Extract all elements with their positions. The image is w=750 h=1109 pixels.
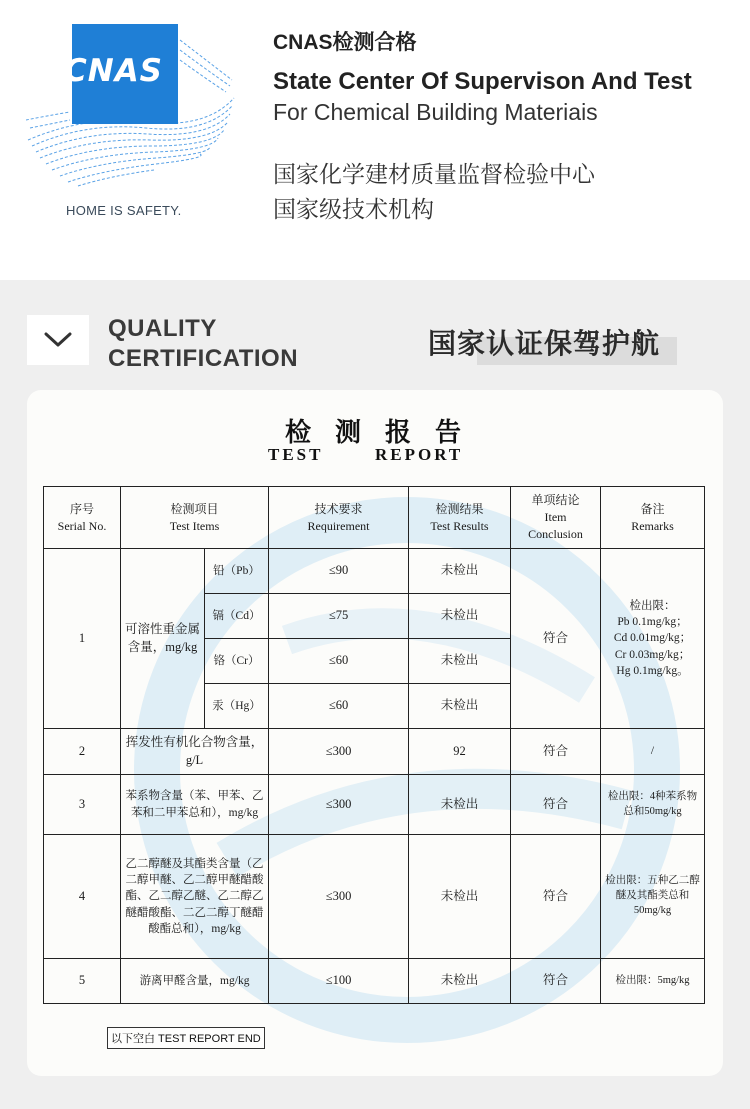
header-serial: 序号 Serial No.	[44, 487, 121, 549]
table-row	[44, 775, 705, 835]
header-remarks: 备注 Remarks	[601, 487, 705, 549]
row1-sub-hg: 汞（Hg）	[205, 684, 269, 729]
row4-serial: 4	[44, 835, 121, 959]
test-report-card	[27, 390, 723, 1076]
row4-item: 乙二醇醚及其酯类含量（乙二醇甲醚、乙二醇甲醚醋酸酯、乙二醇乙醚、乙二醇乙醚醋酸酯、二乙二醇丁醚醋酸酯总和），mg/kg	[121, 835, 269, 959]
chevron-down-icon	[44, 332, 72, 348]
cnas-title: CNAS检测合格	[273, 31, 417, 54]
table-row	[44, 729, 705, 775]
row1-serial: 1	[44, 549, 121, 729]
row2-remarks: /	[601, 729, 705, 775]
row1-sub-cd: 镉（Cd）	[205, 594, 269, 639]
row1-conclusion: 符合	[511, 549, 601, 729]
row2-item: 挥发性有机化合物含量，g/L	[121, 729, 269, 775]
center-name-cn: 国家化学建材质量监督检验中心	[273, 161, 595, 187]
row5-serial: 5	[44, 959, 121, 1004]
row1-sub-cr: 铬（Cr）	[205, 639, 269, 684]
row1-req-hg: ≤60	[269, 684, 409, 729]
row1-res-hg: 未检出	[409, 684, 511, 729]
collapse-toggle[interactable]	[27, 315, 89, 365]
table-row	[44, 549, 705, 594]
row2-serial: 2	[44, 729, 121, 775]
row3-item: 苯系物含量（苯、甲苯、乙苯和二甲苯总和），mg/kg	[121, 775, 269, 835]
center-level-cn: 国家级技术机构	[273, 196, 434, 222]
section-title-line1: QUALITY	[108, 315, 217, 342]
center-name-en-line1: State Center Of Supervison And Test	[273, 68, 692, 95]
row4-conclusion: 符合	[511, 835, 601, 959]
row5-item: 游离甲醛含量，mg/kg	[121, 959, 269, 1004]
logo-text: CNAS	[64, 53, 164, 89]
cnas-logo	[26, 20, 236, 195]
row4-remarks: 检出限：五种乙二醇醚及其酯类总和50mg/kg	[601, 835, 705, 959]
header-items: 检测项目 Test Items	[121, 487, 269, 549]
table-row	[44, 835, 705, 959]
tagline: HOME IS SAFETY.	[66, 203, 182, 218]
center-name-en-line2: For Chemical Building Materiais	[273, 99, 598, 125]
row1-sub-pb: 铅（Pb）	[205, 549, 269, 594]
section-title-line2: CERTIFICATION	[108, 345, 299, 372]
row3-remarks: 检出限：4种苯系物总和50mg/kg	[601, 775, 705, 835]
row5-conclusion: 符合	[511, 959, 601, 1004]
row1-res-cd: 未检出	[409, 594, 511, 639]
row5-remarks: 检出限：5mg/kg	[601, 959, 705, 1004]
row1-item: 可溶性重金属含量，mg/kg	[121, 549, 205, 729]
report-subtitle-right: REPORT	[375, 445, 464, 464]
row3-req: ≤300	[269, 775, 409, 835]
row1-res-cr: 未检出	[409, 639, 511, 684]
row1-remarks: 检出限： Pb 0.1mg/kg； Cd 0.01mg/kg； Cr 0.03mg/kg； Hg 0.1mg/kg。	[601, 549, 705, 729]
row1-req-cd: ≤75	[269, 594, 409, 639]
report-end-note: 以下空白 TEST REPORT END	[107, 1027, 265, 1049]
row5-res: 未检出	[409, 959, 511, 1004]
row2-res: 92	[409, 729, 511, 775]
header-requirement: 技术要求 Requirement	[269, 487, 409, 549]
header	[0, 0, 750, 280]
test-report-table	[43, 486, 705, 1004]
slogan: 国家认证保驾护航	[428, 328, 661, 359]
row3-conclusion: 符合	[511, 775, 601, 835]
header-results: 检测结果 Test Results	[409, 487, 511, 549]
row4-res: 未检出	[409, 835, 511, 959]
report-title: 检测报告	[284, 418, 485, 448]
table-row	[44, 959, 705, 1004]
row5-req: ≤100	[269, 959, 409, 1004]
table-header-row	[44, 487, 705, 549]
row1-req-pb: ≤90	[269, 549, 409, 594]
header-conclusion: 单项结论 Item Conclusion	[511, 487, 601, 549]
row2-req: ≤300	[269, 729, 409, 775]
row4-req: ≤300	[269, 835, 409, 959]
row3-res: 未检出	[409, 775, 511, 835]
row2-conclusion: 符合	[511, 729, 601, 775]
row1-req-cr: ≤60	[269, 639, 409, 684]
row1-res-pb: 未检出	[409, 549, 511, 594]
row3-serial: 3	[44, 775, 121, 835]
report-subtitle-left: TEST	[268, 445, 324, 464]
